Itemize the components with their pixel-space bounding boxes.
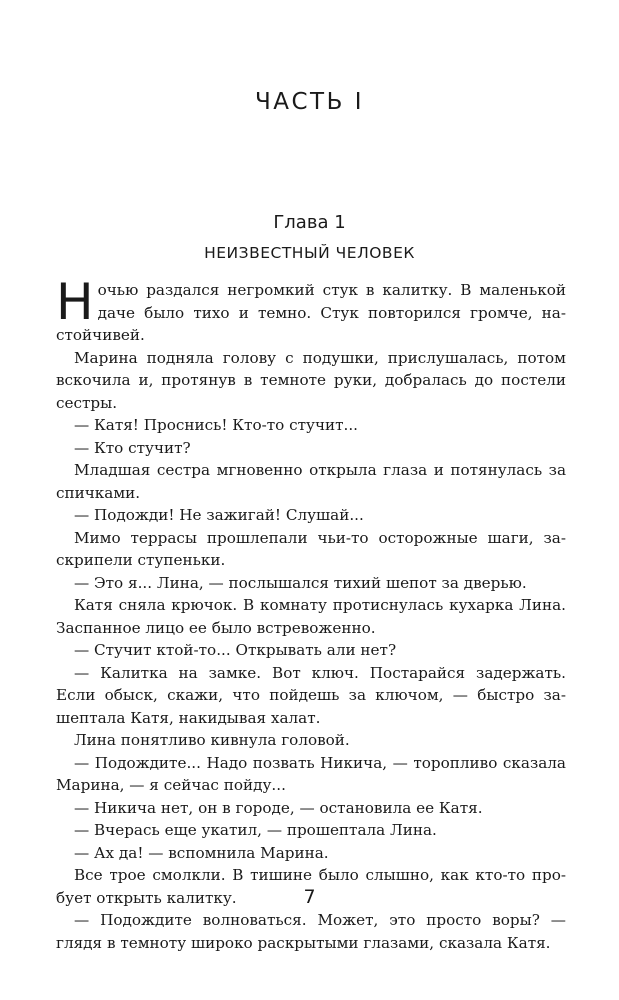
paragraph: — Кто стучит? <box>74 438 191 457</box>
paragraph: — Подождите... Надо позвать Никича, — торопливо сказала Марина, — я сейчас пойду... <box>56 753 566 794</box>
chapter-subtitle: НЕИЗВЕСТНЫЙ ЧЕЛОВЕК <box>204 244 415 262</box>
drop-cap: Н <box>56 273 94 331</box>
paragraph: — Подождите волноваться. Может, это просто воры? — глядя в темноту широко раскрытыми глазами, сказала Катя. <box>56 911 566 952</box>
paragraph-first-text: очью раздался негромкий стук в калитку. В маленькой даче было тихо и темно. Стук повторился громче, настойчивей. <box>56 281 566 344</box>
page-number: 7 <box>303 886 316 908</box>
paragraph: Лина понятливо кивнула головой. <box>74 731 350 749</box>
paragraph: Младшая сестра мгновенно открыла глаза и потянулась за спичками. <box>56 461 566 502</box>
paragraph: Катя сняла крючок. В комнату протиснулась кухарка Лина. Заспанное лицо ее было встревоженно. <box>56 596 566 637</box>
body-text <box>56 273 566 954</box>
paragraph: — Это я... Лина, — послышался тихий шепот за дверью. <box>74 573 527 592</box>
chapter-title: Глава 1 <box>273 212 346 233</box>
paragraph: — Катя! Проснись! Кто-то стучит... <box>74 416 359 434</box>
paragraph: — Калитка на замке. Вот ключ. Постарайся задержать. Если обыск, скажи, что пойдешь за ключом, — быстро зашептала Катя, накидывая халат. <box>56 663 566 727</box>
part-title: ЧАСТЬ I <box>255 89 364 115</box>
paragraph: Все трое смолкли. В тишине было слышно, как кто-то пробует открыть калитку. <box>56 866 566 907</box>
paragraph: — Стучит ктой-то... Открывать али нет? <box>74 641 397 659</box>
paragraph: — Ах да! — вспомнила Марина. <box>74 843 329 862</box>
paragraph: — Никича нет, он в городе, — остановила ее Катя. <box>74 798 483 817</box>
paragraph: — Подожди! Не зажигай! Слушай... <box>74 506 364 524</box>
paragraph: Марина подняла голову с подушки, прислушалась, потом вскочила и, протянув в темноте руки, добралась до постели сестры. <box>56 348 566 412</box>
paragraph-first <box>56 273 566 347</box>
paragraph: Мимо террасы прошлепали чьи-то осторожные шаги, заскрипели ступеньки. <box>56 528 566 569</box>
paragraph: — Вчерась еще укатил, — прошептала Лина. <box>74 821 437 839</box>
